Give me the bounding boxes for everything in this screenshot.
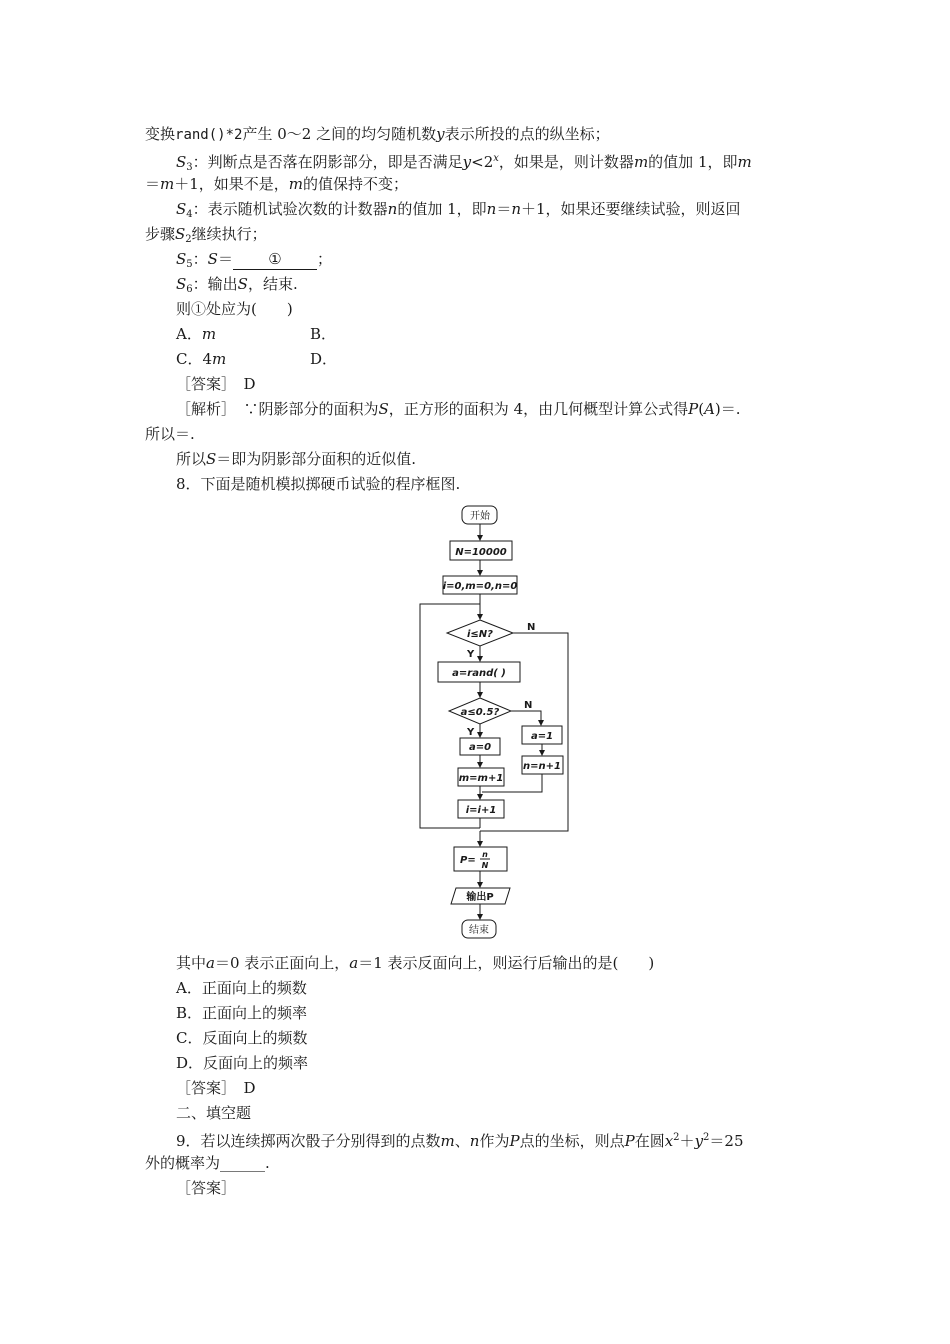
var-P: P (688, 400, 699, 418)
text-span: ： (192, 250, 208, 268)
text-span: 的值加 1，即 (648, 153, 738, 171)
option-b (310, 324, 336, 344)
text-span: 的值加 1，即 (397, 200, 487, 218)
text-span: 其中 (176, 954, 207, 972)
set-a1-label: a=1 (530, 731, 554, 742)
inc-m-label: m=m+1 (458, 773, 504, 784)
option-c (176, 349, 226, 369)
text-span: 作为 (479, 1132, 510, 1150)
step-s5-line (176, 249, 332, 275)
step-sub: 6 (186, 284, 193, 295)
yes-label-2: Y (467, 727, 475, 738)
text-span: 、 (454, 1132, 470, 1150)
explanation-line-3 (176, 449, 416, 469)
init-N-label: N=10000 (455, 547, 507, 558)
question-9-line-1 (176, 1128, 744, 1151)
text-span: 步骤 (145, 225, 176, 243)
text-span: 点的坐标，则点 (519, 1132, 625, 1150)
decision-i-label: i≤N? (467, 629, 493, 640)
var-y: y (462, 153, 472, 171)
var-S: S (206, 450, 217, 468)
answer-2: ［答案］ D (176, 1079, 256, 1097)
q8-option-c: C．反面向上的频数 (176, 1029, 308, 1047)
explanation-line-1 (176, 399, 741, 419)
text-line-1 (145, 124, 610, 145)
step-label: S (176, 153, 187, 171)
text-span: ； (316, 250, 332, 268)
var-a: a (206, 954, 215, 972)
text-span: ＝ (145, 175, 161, 193)
text-span: ＝25 (709, 1132, 744, 1150)
text-span: 变换 (145, 125, 176, 143)
text-span: 产生 0～2 之间的均匀随机数 (242, 125, 437, 143)
var-y: y (694, 1132, 704, 1150)
output-label: 输出P (466, 892, 494, 903)
end-label: 结束 (469, 925, 489, 936)
text-span: 9．若以连续掷两次骰子分别得到的点数 (176, 1132, 441, 1150)
text-span: ，结束. (247, 275, 298, 293)
text-span: ＋ (679, 1132, 695, 1150)
text-span: ，如果是，则计数器 (498, 153, 634, 171)
step-s4-line (176, 199, 741, 225)
text-span: ( (698, 400, 705, 418)
text-span: ：判断点是否落在阴影部分，即是否满足 (192, 153, 463, 171)
var-m: m (440, 1132, 455, 1150)
var-n: n (469, 1132, 480, 1150)
answer-1: ［答案］ D (176, 375, 256, 393)
option-a (176, 324, 216, 344)
var-m: m (633, 153, 649, 171)
question-8-stem (176, 953, 654, 973)
no-label-2: N (524, 700, 533, 711)
var-x: x (664, 1132, 674, 1150)
text-span: 继续执行； (191, 225, 267, 243)
yes-label-1: Y (467, 649, 475, 660)
exponent: 2 (673, 1132, 680, 1143)
var-n: n (387, 200, 398, 218)
explanation-line-2: 所以＝. (145, 425, 195, 443)
step-sub: 4 (186, 209, 193, 220)
q8-option-a: A．正面向上的频数 (176, 979, 307, 997)
p-numerator: n (482, 850, 488, 859)
text-line-5 (145, 224, 267, 250)
option-label: D． (310, 350, 338, 368)
p-denominator: N (481, 861, 489, 870)
text-span: ［解析］ ∵阴影部分的面积为 (176, 400, 379, 418)
var-S: S (237, 275, 248, 293)
var-y: y (436, 125, 445, 143)
option-label: B． (310, 325, 337, 343)
option-label: C．4 (176, 350, 213, 368)
text-span: ：输出 (192, 275, 238, 293)
q8-option-d: D．反面向上的频率 (176, 1054, 309, 1072)
text-span: ，正方形的面积为 4，由几何概型计算公式得 (388, 400, 689, 418)
text-span: 的值保持不变； (303, 175, 409, 193)
question-9-line-2: 外的概率为______. (145, 1154, 270, 1172)
step-label: S (176, 250, 187, 268)
exponent: 2 (703, 1132, 710, 1143)
text-span: ＝1 表示反面向上，则运行后输出的是( ) (358, 954, 655, 972)
text-span: ＝即为阴影部分面积的近似值. (216, 450, 417, 468)
text-span: ＋1，如果还要继续试验，则返回 (521, 200, 741, 218)
step-label: S (176, 200, 187, 218)
var-m: m (201, 325, 217, 343)
step-sub: 5 (186, 259, 193, 270)
var-m: m (160, 175, 175, 193)
text-span: ＋1，如果不是， (174, 175, 289, 193)
var-A: A (704, 400, 715, 418)
text-span: <2 (471, 153, 494, 171)
text-span: ＝ (496, 200, 512, 218)
init-vars-label: i=0,m=0,n=0 (442, 581, 518, 592)
answer-blank: ① (233, 249, 317, 270)
var-P: P (624, 1132, 635, 1150)
step-sub: 2 (185, 234, 192, 245)
text-span: 在圆 (634, 1132, 665, 1150)
var-S: S (207, 250, 218, 268)
answer-3: ［答案］ (176, 1179, 237, 1197)
var-m: m (737, 153, 752, 171)
text-span: ＝0 表示正面向上， (214, 954, 350, 972)
step-label: S (176, 275, 187, 293)
option-d (310, 349, 337, 369)
var-n: n (486, 200, 497, 218)
var-a: a (349, 954, 359, 972)
var-n: n (511, 200, 522, 218)
no-branch-a-line (511, 711, 541, 725)
inc-n-label: n=n+1 (523, 761, 561, 772)
var-S: S (378, 400, 389, 418)
inc-i-label: i=i+1 (465, 805, 497, 816)
var-P: P (509, 1132, 520, 1150)
p-label: P= (460, 855, 476, 866)
text-span: ：表示随机试验次数的计数器 (192, 200, 388, 218)
q8-option-b: B．正面向上的频率 (176, 1004, 308, 1022)
rand-label: a=rand( ) (452, 668, 506, 679)
step-s6-line (176, 274, 298, 300)
step-label: S (175, 225, 186, 243)
no-branch-line (480, 633, 568, 831)
set-a0-label: a=0 (468, 742, 492, 753)
section-heading: 二、填空题 (176, 1104, 252, 1122)
decision-a-label: a≤0.5? (460, 707, 500, 718)
question-8: 8．下面是随机模拟掷硬币试验的程序框图. (176, 475, 461, 493)
flowchart (410, 500, 575, 945)
no-label-1: N (527, 622, 536, 633)
question-prompt: 则①处应为( ) (176, 300, 293, 318)
var-m: m (288, 175, 304, 193)
text-span: ＝ (217, 250, 233, 268)
text-line-3 (145, 174, 408, 194)
text-span: )＝. (714, 400, 741, 418)
text-span: 所以 (176, 450, 207, 468)
start-label: 开始 (470, 511, 490, 522)
step-sub: 3 (186, 162, 193, 173)
var-m: m (212, 350, 227, 368)
exponent-x: x (493, 153, 499, 164)
text-span: 表示所投的点的纵坐标； (444, 125, 610, 143)
code-rand: rand()*2 (175, 127, 243, 143)
option-label: A． (176, 325, 202, 343)
